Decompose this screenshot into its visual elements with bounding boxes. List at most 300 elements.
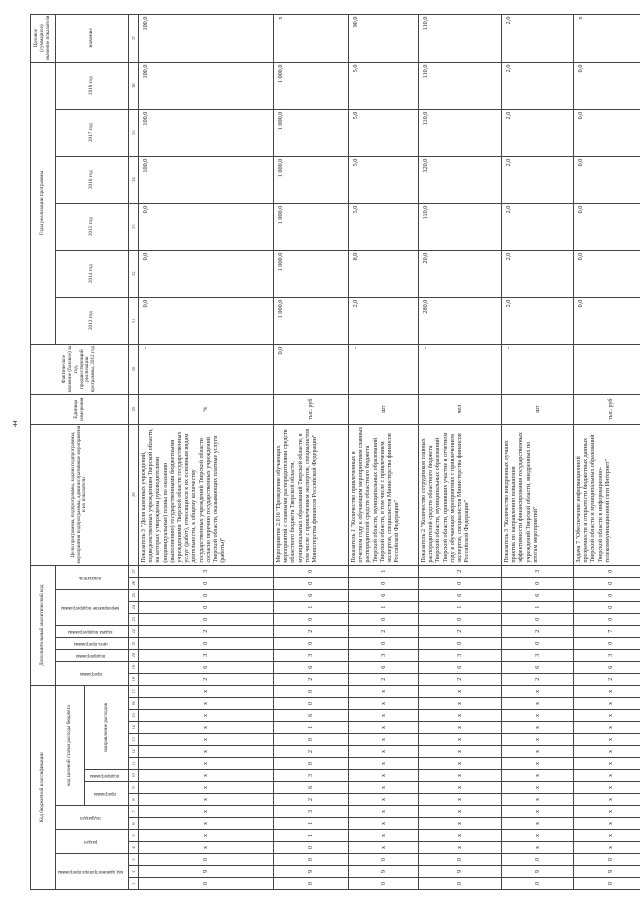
- code-cell: 0: [349, 854, 419, 866]
- code-cell: 0: [274, 878, 349, 890]
- year-value-cell: 0,0: [574, 156, 640, 203]
- indicator-name-cell: Показатель 3 "Количество внедренных лучших практик по направлению повышения эффективности финансирования государственных учреждений Тверской области, внедренных по итогам мероприятий": [502, 424, 574, 565]
- year-value-cell: 0,0: [574, 250, 640, 297]
- column-number: 27: [129, 565, 139, 577]
- code-cell: х: [574, 782, 640, 794]
- code-cell: 0: [139, 589, 274, 601]
- code-cell: 2: [139, 625, 274, 637]
- code-cell: х: [574, 818, 640, 830]
- analytic-code-header: Дополнительный аналитический код: [31, 565, 56, 685]
- analytic-subprogram-header: [56, 649, 129, 661]
- column-number: 3: [129, 854, 139, 866]
- column-number: 10: [129, 770, 139, 782]
- admin-code-label: код администратора программы: [57, 869, 124, 875]
- code-cell: х: [139, 685, 274, 697]
- table-row: [502, 14, 574, 889]
- code-cell: 9: [574, 866, 640, 878]
- table-row: [574, 14, 640, 889]
- code-cell: х: [502, 746, 574, 758]
- column-number: 37: [129, 14, 139, 62]
- code-cell: 2: [274, 746, 349, 758]
- column-number: 13: [129, 734, 139, 746]
- code-cell: 9: [274, 866, 349, 878]
- column-number: 8: [129, 794, 139, 806]
- code-cell: 0: [574, 878, 640, 890]
- column-number: 32: [129, 250, 139, 297]
- target-value-cell: х: [274, 14, 349, 62]
- code-cell: 0: [502, 577, 574, 589]
- code-cell: 0: [274, 577, 349, 589]
- code-cell: х: [139, 710, 274, 722]
- code-cell: 2: [419, 565, 502, 577]
- code-cell: 3: [139, 565, 274, 577]
- code-cell: 0: [274, 854, 349, 866]
- year-header: 2017 год: [56, 109, 129, 156]
- code-cell: 9: [502, 866, 574, 878]
- target-article-subprogram-header: [85, 770, 129, 782]
- code-cell: 0: [139, 613, 274, 625]
- code-cell: 0: [349, 613, 419, 625]
- year-header: 2018 год: [56, 62, 129, 109]
- code-cell: 0: [274, 637, 349, 649]
- table-row: [349, 14, 419, 889]
- year-value-cell: 0,0: [139, 203, 274, 250]
- column-number: 35: [129, 109, 139, 156]
- section-header: [56, 830, 129, 854]
- target-value-header: значение: [56, 14, 129, 62]
- year-value-cell: 5,0: [349, 62, 419, 109]
- code-cell: 0: [574, 589, 640, 601]
- column-number: 25: [129, 589, 139, 601]
- code-cell: 9: [349, 866, 419, 878]
- year-value-cell: 2,0: [502, 109, 574, 156]
- code-cell: 6: [419, 589, 502, 601]
- year-value-cell: 2,0: [502, 203, 574, 250]
- year-value-cell: 1 000,0: [274, 62, 349, 109]
- column-number: 16: [129, 698, 139, 710]
- code-cell: х: [419, 806, 502, 818]
- code-cell: 0: [574, 613, 640, 625]
- code-cell: х: [502, 722, 574, 734]
- code-cell: 2: [502, 673, 574, 685]
- code-cell: 1: [419, 601, 502, 613]
- code-cell: х: [139, 770, 274, 782]
- target-article-program-header: [85, 782, 129, 806]
- target-article-header: код целевой статьи расхода бюджета: [56, 685, 85, 805]
- code-cell: х: [419, 818, 502, 830]
- target-group-header: Целевое (суммарное) значение показателя: [31, 14, 56, 62]
- code-cell: 3: [349, 649, 419, 661]
- code-cell: х: [139, 758, 274, 770]
- analytic-indicator-label: показатель: [79, 574, 102, 580]
- code-cell: х: [349, 842, 419, 854]
- code-cell: 6: [274, 661, 349, 673]
- column-number: 34: [129, 156, 139, 203]
- target-article-program-label: программа: [94, 791, 117, 797]
- analytic-task-header: [56, 625, 129, 637]
- code-cell: х: [502, 734, 574, 746]
- analytic-goal-header: [56, 637, 129, 649]
- target-value-cell: 110,0: [419, 14, 502, 62]
- code-cell: 6: [502, 589, 574, 601]
- code-cell: 0: [419, 637, 502, 649]
- code-cell: х: [502, 685, 574, 697]
- year-value-cell: 110,0: [419, 109, 502, 156]
- code-cell: х: [349, 830, 419, 842]
- indicator-name-cell: Показатель 2 "Количество сотрудников главных распорядителей средств областного бюджета Тверской области, муниципальных образований Тверской области, принявших участие в отчетном году в обучающих мероприятиях с привлечением экспертов, специалистов Министерства финансов Российской Федерации": [419, 424, 502, 565]
- column-number: 22: [129, 625, 139, 637]
- column-number: 28: [129, 424, 139, 565]
- code-cell: х: [419, 710, 502, 722]
- base-value-cell: -: [349, 344, 419, 394]
- code-cell: 0: [274, 685, 349, 697]
- base-value-cell: -: [139, 344, 274, 394]
- code-cell: 6: [274, 782, 349, 794]
- code-cell: 1: [274, 830, 349, 842]
- year-value-cell: 280,0: [419, 297, 502, 344]
- code-cell: х: [139, 746, 274, 758]
- code-cell: х: [502, 698, 574, 710]
- base-value-header: Фактическое значение (базовое) за год, предшествующий реализации программы, 2012 год: [31, 344, 129, 394]
- code-cell: х: [139, 842, 274, 854]
- code-cell: 2: [419, 673, 502, 685]
- code-cell: 2: [349, 625, 419, 637]
- code-cell: х: [349, 698, 419, 710]
- code-cell: 6: [419, 661, 502, 673]
- code-cell: х: [419, 685, 502, 697]
- column-number: 19: [129, 661, 139, 673]
- indicator-name-cell: Задача 7 "Обеспечение информационной прозрачности и открытости бюджетных данных Тверской области и муниципальных образований Тверской области в информационно-телекоммуникационной сети Интернет": [574, 424, 640, 565]
- code-cell: 0: [139, 577, 274, 589]
- code-cell: х: [419, 722, 502, 734]
- code-cell: х: [419, 734, 502, 746]
- code-cell: 0: [274, 734, 349, 746]
- code-cell: х: [419, 842, 502, 854]
- name-column-header: Цели программы, подпрограммы, задачи подпрограммы, мероприятия подпрограммы, административные мероприятия и их показатели: [31, 424, 129, 565]
- code-cell: х: [349, 722, 419, 734]
- code-cell: х: [574, 722, 640, 734]
- code-cell: х: [419, 698, 502, 710]
- year-value-cell: 0,0: [139, 250, 274, 297]
- code-cell: 0: [349, 577, 419, 589]
- code-cell: х: [419, 782, 502, 794]
- unit-cell: %: [139, 394, 274, 424]
- year-value-cell: 5,0: [349, 109, 419, 156]
- code-cell: 1: [349, 565, 419, 577]
- analytic-event-label: мероприятие подпрограммы: [61, 604, 120, 610]
- code-cell: х: [349, 818, 419, 830]
- base-value-cell: 0,0: [274, 344, 349, 394]
- code-cell: 3: [419, 649, 502, 661]
- unit-cell: шт: [349, 394, 419, 424]
- code-cell: х: [574, 685, 640, 697]
- code-cell: 0: [502, 878, 574, 890]
- page-number: 44: [12, 420, 19, 427]
- code-cell: 6: [502, 661, 574, 673]
- code-cell: х: [574, 710, 640, 722]
- header-row-1: [31, 14, 56, 889]
- code-cell: 9: [419, 866, 502, 878]
- code-cell: 0: [419, 878, 502, 890]
- code-cell: 0: [139, 878, 274, 890]
- year-value-cell: 1 000,0: [274, 297, 349, 344]
- code-cell: 0: [419, 854, 502, 866]
- base-value-cell: [574, 344, 640, 394]
- year-value-cell: 2,0: [502, 297, 574, 344]
- code-cell: х: [419, 770, 502, 782]
- column-number: 24: [129, 601, 139, 613]
- column-number: 15: [129, 710, 139, 722]
- column-number: 30: [129, 344, 139, 394]
- code-cell: 2: [274, 794, 349, 806]
- code-cell: 3: [274, 649, 349, 661]
- column-number: 21: [129, 637, 139, 649]
- code-cell: 0: [274, 842, 349, 854]
- code-cell: х: [139, 722, 274, 734]
- base-value-cell: -: [502, 344, 574, 394]
- column-number: 23: [129, 613, 139, 625]
- indicator-name-cell: Показатель 1 "Количество привлеченных в отчетном году к обучающим мероприятиям главных распорядителей средств областного бюджета Тверской области, муниципальных образований Тверской области, в том числе с привлечением экспертов, специалистов Министерства финансов Российской Федерации": [349, 424, 419, 565]
- indicator-name-cell: Мероприятие 2.016 "Проведение обучающих мероприятий с главными распорядителями средств областного бюджета Тверской области, муниципальных образований Тверской области, в том числе с привлечением экспертов, специалистов Министерства финансов Российской Федерации": [274, 424, 349, 565]
- column-number: 5: [129, 830, 139, 842]
- unit-cell: тыс. руб: [574, 394, 640, 424]
- code-cell: х: [139, 806, 274, 818]
- code-cell: 1: [502, 601, 574, 613]
- table-body: [139, 14, 640, 889]
- year-header: 2016 год: [56, 156, 129, 203]
- code-cell: х: [419, 830, 502, 842]
- code-cell: 3: [274, 770, 349, 782]
- year-value-cell: 0,0: [574, 62, 640, 109]
- target-article-subprogram-label: подпрограмма: [90, 773, 120, 779]
- analytic-subprogram-label: подпрограмма: [75, 652, 106, 658]
- code-cell: х: [349, 794, 419, 806]
- code-cell: 7: [574, 625, 640, 637]
- code-cell: х: [349, 710, 419, 722]
- column-number: 4: [129, 842, 139, 854]
- year-value-cell: 100,0: [139, 62, 274, 109]
- unit-cell: тыс. руб: [274, 394, 349, 424]
- year-value-cell: 2,0: [502, 250, 574, 297]
- year-value-cell: 100,0: [139, 156, 274, 203]
- analytic-task-label: задача подпрограммы: [68, 628, 113, 634]
- year-value-cell: 0,0: [574, 203, 640, 250]
- code-cell: 1: [274, 818, 349, 830]
- subsection-label: подраздел: [80, 815, 101, 821]
- analytic-program-header: [56, 661, 129, 685]
- column-numbers-row: [129, 14, 139, 889]
- analytic-goal-label: цель программы: [73, 640, 108, 646]
- code-cell: 3: [502, 649, 574, 661]
- code-cell: 0: [139, 637, 274, 649]
- subsection-header: [56, 806, 129, 830]
- code-cell: 3: [574, 649, 640, 661]
- year-value-cell: 110,0: [419, 203, 502, 250]
- code-cell: 0: [574, 565, 640, 577]
- analytic-event-header: [56, 589, 129, 625]
- column-number: 20: [129, 649, 139, 661]
- year-value-cell: 8,0: [349, 250, 419, 297]
- code-cell: х: [502, 806, 574, 818]
- code-cell: х: [502, 842, 574, 854]
- year-value-cell: 5,0: [349, 156, 419, 203]
- code-cell: х: [139, 698, 274, 710]
- code-cell: х: [574, 734, 640, 746]
- code-cell: 0: [349, 637, 419, 649]
- year-value-cell: 2,0: [502, 62, 574, 109]
- year-value-cell: 110,0: [419, 62, 502, 109]
- column-number: 7: [129, 806, 139, 818]
- code-cell: 0: [274, 758, 349, 770]
- code-cell: 2: [274, 673, 349, 685]
- code-cell: х: [139, 830, 274, 842]
- code-cell: 0: [502, 613, 574, 625]
- column-number: 11: [129, 758, 139, 770]
- code-cell: 0: [574, 637, 640, 649]
- code-cell: х: [419, 794, 502, 806]
- code-cell: х: [349, 782, 419, 794]
- unit-cell: шт: [502, 394, 574, 424]
- code-cell: 6: [274, 589, 349, 601]
- code-cell: х: [574, 842, 640, 854]
- code-cell: 6: [349, 661, 419, 673]
- code-cell: 2: [349, 673, 419, 685]
- code-cell: 6: [349, 589, 419, 601]
- code-cell: 0: [574, 601, 640, 613]
- code-cell: 0: [274, 565, 349, 577]
- code-cell: 6: [274, 710, 349, 722]
- column-number: 14: [129, 722, 139, 734]
- table-row: [274, 14, 349, 889]
- code-cell: 2: [419, 625, 502, 637]
- code-cell: х: [574, 746, 640, 758]
- section-label: раздел: [83, 839, 98, 845]
- year-value-cell: 2,0: [349, 297, 419, 344]
- target-value-cell: 90,0: [349, 14, 419, 62]
- analytic-indicator-header: [56, 565, 129, 589]
- code-cell: х: [502, 770, 574, 782]
- base-value-cell: -: [419, 344, 502, 394]
- code-cell: 1: [274, 722, 349, 734]
- column-number: 33: [129, 203, 139, 250]
- year-value-cell: 0,0: [574, 109, 640, 156]
- code-cell: х: [349, 806, 419, 818]
- year-value-cell: 0,0: [139, 297, 274, 344]
- code-cell: х: [139, 734, 274, 746]
- unit-cell: чел: [419, 394, 502, 424]
- code-cell: 1: [274, 601, 349, 613]
- code-cell: х: [349, 758, 419, 770]
- year-value-cell: 2,0: [502, 156, 574, 203]
- code-cell: 0: [419, 577, 502, 589]
- code-cell: 2: [574, 673, 640, 685]
- column-number: 12: [129, 746, 139, 758]
- year-header: 2013 год: [56, 297, 129, 344]
- code-cell: 2: [139, 673, 274, 685]
- budget-classification-header: Код бюджетной классификации: [31, 685, 56, 889]
- code-cell: х: [574, 830, 640, 842]
- code-cell: х: [502, 782, 574, 794]
- code-cell: 0: [274, 613, 349, 625]
- table-row: [139, 14, 274, 889]
- target-value-cell: 100,0: [139, 14, 274, 62]
- code-cell: х: [574, 770, 640, 782]
- year-header: 2015 год: [56, 203, 129, 250]
- code-cell: 6: [574, 661, 640, 673]
- unit-column-header: Единица измерения: [31, 394, 129, 424]
- column-number: 9: [129, 782, 139, 794]
- code-cell: 9: [139, 866, 274, 878]
- code-cell: х: [139, 794, 274, 806]
- program-indicators-table: [30, 14, 640, 890]
- year-value-cell: 100,0: [139, 109, 274, 156]
- target-value-cell: х: [574, 14, 640, 62]
- code-cell: 0: [574, 854, 640, 866]
- code-cell: 0: [574, 577, 640, 589]
- code-cell: 0: [419, 613, 502, 625]
- code-cell: 0: [349, 878, 419, 890]
- column-number: 6: [129, 818, 139, 830]
- code-cell: х: [139, 782, 274, 794]
- code-cell: 0: [139, 854, 274, 866]
- indicator-name-cell: Показатель 3 "Доля казенных учреждений, подведомственных учреждениям Тверской области, на которых утверждены руководителями (индивидуальные) планы по оказанию (выполнению) государственными бюджетными учреждениями Тверской области государственных услуг (работ), относящихся к их основным видам деятельности, к общему количеству государственных учреждений Тверской области согласно перечню государственных учреждений Тверской области, оказывающих платные услуги (работы)": [139, 424, 274, 565]
- code-cell: 3: [502, 565, 574, 577]
- code-cell: х: [502, 830, 574, 842]
- year-value-cell: 1 000,0: [274, 156, 349, 203]
- code-cell: х: [349, 734, 419, 746]
- code-cell: х: [349, 685, 419, 697]
- target-value-cell: 2,0: [502, 14, 574, 62]
- code-cell: 2: [502, 625, 574, 637]
- code-cell: 0: [502, 637, 574, 649]
- code-cell: 0: [274, 698, 349, 710]
- code-cell: 0: [139, 601, 274, 613]
- year-value-cell: 1 000,0: [274, 250, 349, 297]
- analytic-program-label: программа: [79, 670, 102, 676]
- code-cell: х: [574, 806, 640, 818]
- code-cell: 3: [274, 806, 349, 818]
- column-number: 18: [129, 673, 139, 685]
- year-value-cell: 1 000,0: [274, 203, 349, 250]
- code-cell: 6: [139, 661, 274, 673]
- column-number: 29: [129, 394, 139, 424]
- code-cell: х: [574, 758, 640, 770]
- code-cell: х: [502, 794, 574, 806]
- column-number: 2: [129, 866, 139, 878]
- code-cell: х: [419, 746, 502, 758]
- year-value-cell: 5,0: [349, 203, 419, 250]
- column-number: 1: [129, 878, 139, 890]
- code-cell: х: [502, 710, 574, 722]
- code-cell: х: [419, 758, 502, 770]
- year-value-cell: 20,0: [419, 250, 502, 297]
- table-row: [419, 14, 502, 889]
- code-cell: х: [502, 818, 574, 830]
- code-cell: 0: [502, 854, 574, 866]
- column-number: 17: [129, 685, 139, 697]
- year-value-cell: 0,0: [574, 297, 640, 344]
- admin-code-header: [56, 854, 129, 890]
- code-cell: 2: [274, 625, 349, 637]
- column-number: 36: [129, 62, 139, 109]
- code-cell: х: [349, 746, 419, 758]
- years-group-header: Годы реализации программы: [31, 62, 56, 344]
- year-value-cell: 320,0: [419, 156, 502, 203]
- code-cell: х: [139, 818, 274, 830]
- code-cell: х: [502, 758, 574, 770]
- code-cell: 1: [349, 601, 419, 613]
- code-cell: х: [349, 770, 419, 782]
